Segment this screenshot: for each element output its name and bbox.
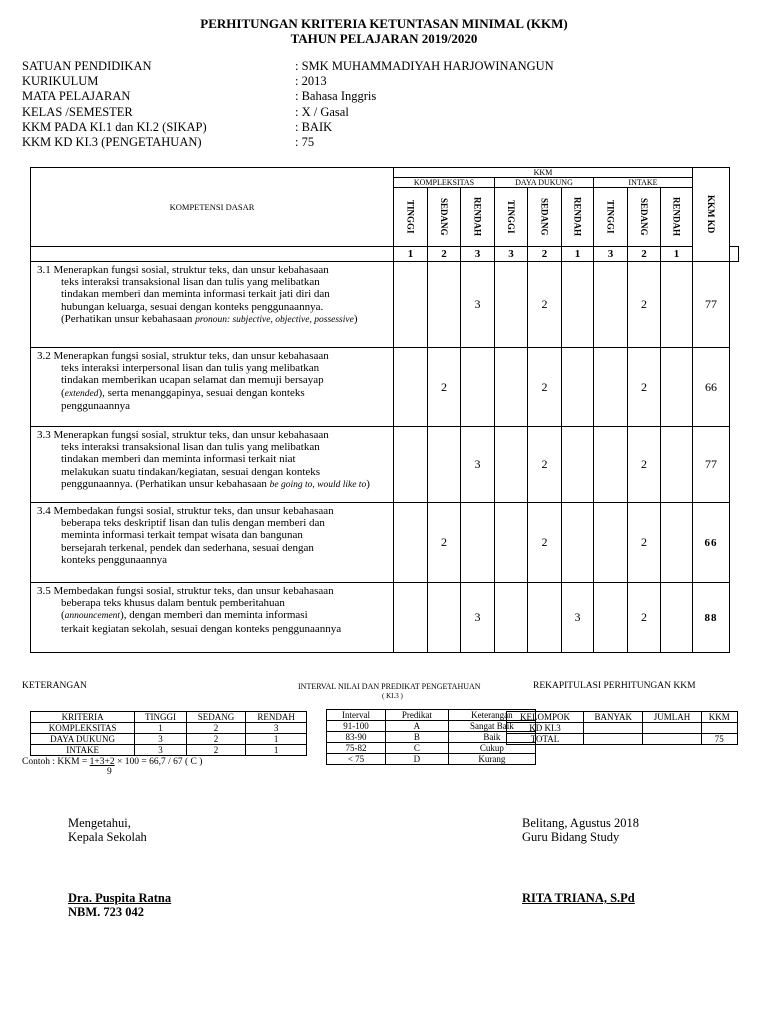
score-cell (661, 427, 693, 503)
score-cell: 3 (461, 583, 495, 653)
interval-cell: 91-100 (327, 721, 386, 732)
info-value: : 2013 (295, 74, 327, 89)
kd-first-line: 3.5 Membedakan fungsi sosial, struktur teks, dan unsur kebahasaan (37, 585, 334, 597)
score-cell (594, 262, 628, 348)
info-value: : 75 (295, 134, 315, 149)
teacher-name: RITA TRIANA, S.Pd (522, 891, 635, 905)
headmaster-nbm: NBM. 723 042 (68, 905, 145, 919)
sub-header: TINGGI (394, 188, 428, 247)
signature-right: Belitang, Agustus 2018 Guru Bidang Study (522, 816, 640, 844)
info-label: KKM PADA KI.1 dan KI.2 (SIKAP) (22, 119, 207, 134)
interval-cell: 75-82 (327, 743, 386, 754)
kd-line: (extended), serta menanggapinya, sesuai dengan konteks (61, 386, 305, 399)
rekap-header: JUMLAH (643, 712, 701, 723)
kd-line: bersejarah terkenal, pendek dan sederhana, sesuai dengan (61, 541, 314, 554)
page-title: PERHITUNGAN KRITERIA KETUNTASAN MINIMAL (KKM) (200, 16, 568, 31)
weight-spacer (730, 247, 739, 262)
kkm-table (30, 167, 739, 653)
info-label: KKM KD KI.3 (PENGETAHUAN) (22, 134, 202, 149)
rekap-header: BANYAK (583, 712, 642, 723)
sub-header: RENDAH (461, 188, 495, 247)
kd-body (37, 517, 389, 566)
score-cell (594, 583, 628, 653)
score-cell: 2 (528, 427, 562, 503)
kd-body (37, 362, 389, 412)
score-cell: 2 (428, 503, 461, 583)
score-cell (461, 503, 495, 583)
kkm-kd-header: KKM KD (693, 168, 730, 262)
kd-italic: announcement (64, 611, 121, 622)
interval-cell: B (386, 732, 449, 743)
contoh-formula: Contoh : KKM = 1+3+2 × 100 = 66,7 / 67 ( C ) (22, 757, 203, 767)
kd-text (31, 262, 394, 348)
rekap-cell (583, 723, 642, 734)
kd-first-line: 3.1 Menerapkan fungsi sosial, struktur teks, dan unsur kebahasaan (37, 264, 329, 276)
weight-spacer (31, 247, 394, 262)
keterangan-row (31, 745, 307, 756)
sub-header: SEDANG (528, 188, 562, 247)
kkm-kd-value: 77 (693, 427, 730, 503)
kd-line: penggunaannya. (Perhatikan unsur kebahasaan be going to, would like to) (61, 477, 370, 490)
kd-text (31, 427, 394, 503)
score-cell: 2 (628, 262, 661, 348)
interval-header: Predikat (386, 710, 449, 721)
group-header: INTAKE (594, 178, 693, 188)
rekap-header-row (507, 712, 738, 723)
interval-row (327, 732, 536, 743)
interval-cell: D (386, 754, 449, 765)
keterangan-header: SEDANG (186, 712, 245, 723)
kd-body (37, 597, 389, 635)
interval-cell: Sangat Baik (448, 721, 535, 732)
table-row (31, 583, 739, 653)
score-cell (562, 427, 594, 503)
rekap-title: REKAPITULASI PERHITUNGAN KKM (533, 681, 696, 691)
sub-header: SEDANG (428, 188, 461, 247)
kkm-kd-value: 66 (693, 348, 730, 427)
score-cell (661, 503, 693, 583)
rekap-row (507, 723, 738, 734)
keterangan-cell: 2 (186, 745, 245, 756)
kd-line: tindakan memberikan ucapan selamat dan memuji bersayap (61, 374, 324, 387)
rekap-cell (643, 734, 701, 745)
kd-italic: pronoun: subjective, objective, possessive (195, 314, 354, 325)
keterangan-table (30, 711, 307, 756)
kd-first-line: 3.3 Menerapkan fungsi sosial, struktur teks, dan unsur kebahasaan (37, 429, 329, 441)
keterangan-cell: 3 (135, 745, 187, 756)
weight-cell: 3 (495, 247, 528, 262)
rekap-cell (701, 723, 737, 734)
score-cell (594, 348, 628, 427)
score-cell (495, 348, 528, 427)
score-cell (495, 262, 528, 348)
kd-line: meminta informasi terkait tempat wisata dan bangunan (61, 529, 303, 542)
kd-line: teks interaksi transaksional lisan dan tulis yang melibatkan (61, 441, 320, 454)
score-cell: 2 (528, 348, 562, 427)
kd-line: teks interaksi transaksional lisan dan tulis yang melibatkan (61, 276, 320, 289)
score-cell (661, 583, 693, 653)
score-cell: 2 (628, 583, 661, 653)
weight-cell: 2 (528, 247, 562, 262)
kd-line: terkait kegiatan sekolah, sesuai dengan konteks penggunaannya (61, 622, 342, 635)
score-cell (394, 583, 428, 653)
keterangan-row (31, 723, 307, 734)
interval-subtitle: ( KI.3 ) (382, 692, 403, 700)
info-value: : Bahasa Inggris (295, 89, 377, 104)
weight-cell: 3 (594, 247, 628, 262)
score-cell (562, 262, 594, 348)
kd-text (31, 348, 394, 427)
score-cell (495, 583, 528, 653)
score-cell: 2 (528, 262, 562, 348)
kd-italic: extended (64, 388, 99, 399)
sub-header: TINGGI (495, 188, 528, 247)
info-label: KURIKULUM (22, 74, 99, 89)
kd-line: (Perhatikan unsur kebahasaan pronoun: subjective, objective, possessive) (61, 312, 358, 325)
score-cell (394, 503, 428, 583)
interval-cell: Baik (448, 732, 535, 743)
keterangan-row (31, 734, 307, 745)
rekap-cell (643, 723, 701, 734)
rekap-table (506, 711, 738, 745)
weight-cell: 1 (394, 247, 428, 262)
score-cell: 2 (628, 348, 661, 427)
score-cell (661, 262, 693, 348)
score-cell (394, 262, 428, 348)
keterangan-header: TINGGI (135, 712, 187, 723)
interval-cell: Kurang (448, 754, 535, 765)
score-cell (594, 427, 628, 503)
interval-header-row (327, 710, 536, 721)
score-cell: 3 (562, 583, 594, 653)
interval-cell: C (386, 743, 449, 754)
score-cell (394, 427, 428, 503)
rekap-cell: TOTAL (507, 734, 584, 745)
interval-header: Interval (327, 710, 386, 721)
score-cell (528, 583, 562, 653)
score-cell (428, 583, 461, 653)
score-cell (394, 348, 428, 427)
rekap-header: KKM (701, 712, 737, 723)
score-cell (562, 348, 594, 427)
kd-body (37, 441, 389, 491)
table-row (31, 503, 739, 583)
kd-line: penggunaannya (61, 399, 131, 412)
weight-cell: 1 (661, 247, 693, 262)
sub-header: RENDAH (562, 188, 594, 247)
table-row (31, 348, 739, 427)
kd-body (37, 276, 389, 326)
score-cell (594, 503, 628, 583)
keterangan-cell: INTAKE (31, 745, 135, 756)
sub-header: TINGGI (594, 188, 628, 247)
score-cell (495, 503, 528, 583)
score-cell: 3 (461, 262, 495, 348)
score-cell (461, 348, 495, 427)
group-header: DAYA DUKUNG (495, 178, 594, 188)
keterangan-header-row (31, 712, 307, 723)
kd-line: (announcement), dengan memberi dan meminta informasi (61, 609, 308, 622)
kkm-kd-value: 66 (693, 503, 730, 583)
sub-header: SEDANG (628, 188, 661, 247)
info-value: : SMK MUHAMMADIYAH HARJOWINANGUN (295, 59, 554, 73)
score-cell (661, 348, 693, 427)
headmaster-name: Dra. Puspita Ratna (68, 891, 172, 905)
interval-cell: A (386, 721, 449, 732)
kd-first-line: 3.2 Menerapkan fungsi sosial, struktur teks, dan unsur kebahasaan (37, 350, 329, 362)
score-cell: 2 (628, 503, 661, 583)
keterangan-label: KETERANGAN (22, 681, 87, 691)
kd-line: tindakan memberi dan meminta informasi terkait jati diri dan (61, 288, 330, 301)
weight-cell: 2 (428, 247, 461, 262)
score-cell: 2 (428, 348, 461, 427)
kd-line: konteks penggunaannya (61, 553, 167, 566)
score-cell (495, 427, 528, 503)
kd-line: teks interaksi interpersonal lisan dan tulis yang melibatkan (61, 362, 320, 375)
kd-first-line: 3.4 Membedakan fungsi sosial, struktur teks, dan unsur kebahasaan (37, 505, 334, 517)
score-cell: 3 (461, 427, 495, 503)
interval-row (327, 721, 536, 732)
keterangan-cell: 1 (246, 745, 307, 756)
kd-line: hubungan keluarga, sesuai dengan konteks penggunaannya. (61, 300, 324, 313)
score-cell: 2 (628, 427, 661, 503)
score-cell (428, 427, 461, 503)
interval-row (327, 743, 536, 754)
kd-italic: be going to, would like to (269, 479, 367, 490)
kd-line: melakukan suatu tindakan/kegiatan, sesuai dengan konteks (61, 465, 321, 478)
keterangan-cell: KOMPLEKSITAS (31, 723, 135, 734)
interval-cell: Cukup (448, 743, 535, 754)
kd-text (31, 503, 394, 583)
contoh-denominator: 9 (107, 767, 112, 777)
rekap-cell: KD KI.3 (507, 723, 584, 734)
rekap-cell: 75 (701, 734, 737, 745)
interval-cell: 83-90 (327, 732, 386, 743)
group-header: KOMPLEKSITAS (394, 178, 495, 188)
rekap-cell (583, 734, 642, 745)
signature-left: Mengetahui, Kepala Sekolah (68, 816, 147, 844)
keterangan-cell: DAYA DUKUNG (31, 734, 135, 745)
interval-table (326, 709, 536, 765)
info-value: : X / Gasal (295, 104, 349, 119)
weight-cell: 3 (461, 247, 495, 262)
score-cell (428, 262, 461, 348)
sub-header: RENDAH (661, 188, 693, 247)
interval-header: Keterangan (448, 710, 535, 721)
kkm-kd-value: 77 (693, 262, 730, 348)
info-label: KELAS /SEMESTER (22, 104, 133, 119)
interval-cell: < 75 (327, 754, 386, 765)
score-cell: 2 (528, 503, 562, 583)
keterangan-header: KRITERIA (31, 712, 135, 723)
weight-cell: 1 (562, 247, 594, 262)
kd-line: beberapa teks khusus dalam bentuk pemberitahuan (61, 597, 285, 610)
kd-line: beberapa teks deskriptif lisan dan tulis dengan memberi dan (61, 517, 325, 530)
keterangan-cell: 2 (186, 723, 245, 734)
kd-line: tindakan memberi dan meminta informasi terkait niat (61, 453, 296, 466)
keterangan-cell: 3 (246, 723, 307, 734)
weight-cell: 2 (628, 247, 661, 262)
rekap-row (507, 734, 738, 745)
info-label: SATUAN PENDIDIKAN (22, 59, 152, 73)
kompetensi-dasar-header: KOMPETENSI DASAR (31, 168, 394, 247)
info-value: : BAIK (295, 119, 333, 134)
keterangan-cell: 3 (135, 734, 187, 745)
table-row (31, 427, 739, 503)
kkm-kd-value: 88 (693, 583, 730, 653)
keterangan-cell: 1 (246, 734, 307, 745)
rekap-header: KELOMPOK (507, 712, 584, 723)
interval-title: INTERVAL NILAI DAN PREDIKAT PENGETAHUAN (298, 682, 481, 691)
page-subtitle: TAHUN PELAJARAN 2019/2020 (290, 31, 478, 46)
score-cell (562, 503, 594, 583)
interval-row (327, 754, 536, 765)
kkm-header: KKM (394, 168, 693, 178)
keterangan-cell: 1 (135, 723, 187, 734)
keterangan-header: RENDAH (246, 712, 307, 723)
kd-text (31, 583, 394, 653)
info-label: MATA PELAJARAN (22, 89, 131, 104)
keterangan-cell: 2 (186, 734, 245, 745)
table-row (31, 262, 739, 348)
